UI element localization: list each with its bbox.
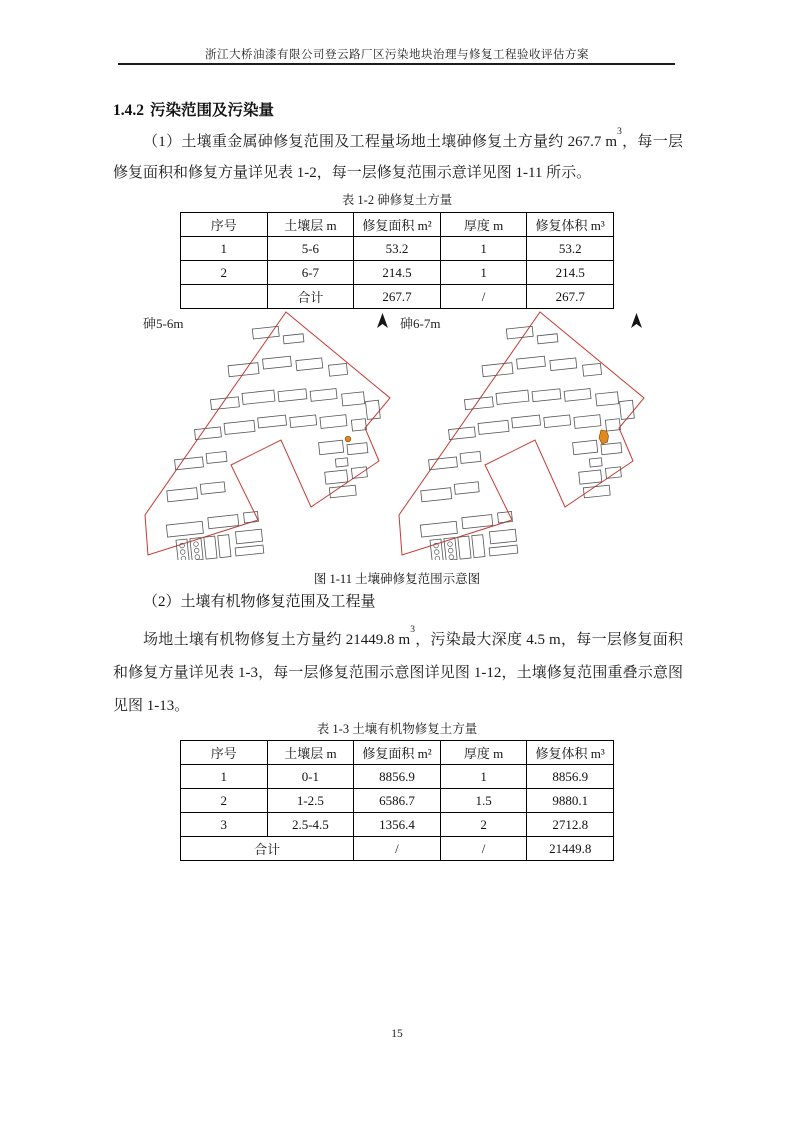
subheading-organics: （2）土壤有机物修复范围及工程量 [143, 594, 376, 610]
superscript-cubic: 3 [410, 625, 415, 635]
table-total-label: 合计 [181, 837, 354, 861]
paragraph-organics [113, 620, 683, 723]
table-header-cell: 修复体积 m³ [527, 741, 614, 765]
table-cell: 2 [440, 813, 527, 837]
table-1-3 [180, 740, 614, 861]
table-header-cell: 厚度 m [440, 213, 527, 237]
table-header-cell: 土壤层 m [267, 741, 354, 765]
header-title: 浙江大桥油漆有限公司登云路厂区污染地块治理与修复工程验收评估方案 [205, 49, 589, 61]
paragraph-organics-tail: ，污染最大深度 4.5 m，每一层修复面积和修复方量详见表 1-3，每一层修复范围示意图详见图 1-12，土壤修复范围重叠示意图见图 1-13。 [113, 632, 684, 714]
table-cell: 0-1 [267, 765, 354, 789]
table-cell: 9880.1 [527, 789, 614, 813]
table-cell [181, 285, 268, 309]
table-cell: 6586.7 [354, 789, 441, 813]
table-header-cell: 厚度 m [440, 741, 527, 765]
north-arrow-icon [631, 313, 642, 329]
section-title: 污染范围及污染量 [150, 102, 275, 119]
table-1-3-caption: 表 1-3 土壤有机物修复土方量 [316, 722, 478, 736]
table-cell: 5-6 [267, 237, 354, 261]
table-cell: 2.5-4.5 [267, 813, 354, 837]
table-cell: / [440, 285, 527, 309]
table-cell: 53.2 [527, 237, 614, 261]
table-cell: 合计 [267, 285, 354, 309]
paragraph-arsenic [113, 123, 683, 189]
table-header-cell: 序号 [181, 741, 268, 765]
section-heading [113, 101, 274, 121]
table-cell: 8856.9 [527, 765, 614, 789]
table-cell: 2712.8 [527, 813, 614, 837]
table-cell: 6-7 [267, 261, 354, 285]
paragraph-arsenic-tail: ，每一层修复面积和修复方量详见表 1-2，每一层修复范围示意详见图 1-11 所示。 [113, 134, 683, 181]
table-row [181, 213, 614, 237]
table-total-row [181, 837, 614, 861]
table-cell: 3 [181, 813, 268, 837]
paragraph-organics-lead: 场地土壤有机物修复土方量约 21449.8 m [143, 632, 411, 648]
table-1-2-caption: 表 1-2 砷修复土方量 [341, 193, 453, 207]
table-cell: 1.5 [440, 789, 527, 813]
table-row [181, 813, 614, 837]
remediation-spot-marker [345, 436, 351, 442]
table-cell: / [354, 837, 441, 861]
table-cell: 1 [440, 261, 527, 285]
page-number: 15 [391, 1028, 403, 1040]
map-label-right: 砷6-7m [400, 316, 441, 331]
table-cell: 1 [181, 765, 268, 789]
table-header-cell: 修复体积 m³ [527, 213, 614, 237]
table-cell: 1356.4 [354, 813, 441, 837]
table-header-cell: 修复面积 m² [354, 213, 441, 237]
table-header-cell: 土壤层 m [267, 213, 354, 237]
header-rule [118, 63, 675, 65]
table-cell: 267.7 [354, 285, 441, 309]
map-label-left: 砷5-6m [143, 316, 184, 331]
table-cell: 2 [181, 261, 268, 285]
figure-1-11-caption: 图 1-11 土壤砷修复范围示意图 [313, 572, 481, 586]
table-row [181, 765, 614, 789]
table-cell: 1-2.5 [267, 789, 354, 813]
table-row [181, 789, 614, 813]
site-map-arsenic-5-6m [118, 310, 398, 560]
table-cell: 214.5 [354, 261, 441, 285]
table-cell: 267.7 [527, 285, 614, 309]
table-row [181, 261, 614, 285]
table-row [181, 285, 614, 309]
table-cell: 21449.8 [527, 837, 614, 861]
site-map-arsenic-6-7m [372, 310, 652, 560]
north-arrow-icon [377, 313, 388, 329]
table-cell: / [440, 837, 527, 861]
section-number: 1.4.2 [113, 102, 144, 119]
table-row [181, 741, 614, 765]
table-header-cell: 修复面积 m² [354, 741, 441, 765]
superscript-cubic: 3 [617, 127, 622, 137]
table-header-cell: 序号 [181, 213, 268, 237]
table-cell: 1 [440, 237, 527, 261]
paragraph-arsenic-lead: （1）土壤重金属砷修复范围及工程量场地土壤砷修复土方量约 267.7 m [143, 134, 618, 150]
table-cell: 53.2 [354, 237, 441, 261]
table-row [181, 237, 614, 261]
table-cell: 8856.9 [354, 765, 441, 789]
table-cell: 1 [181, 237, 268, 261]
table-cell: 1 [440, 765, 527, 789]
table-cell: 214.5 [527, 261, 614, 285]
table-1-2 [180, 212, 614, 309]
table-cell: 2 [181, 789, 268, 813]
